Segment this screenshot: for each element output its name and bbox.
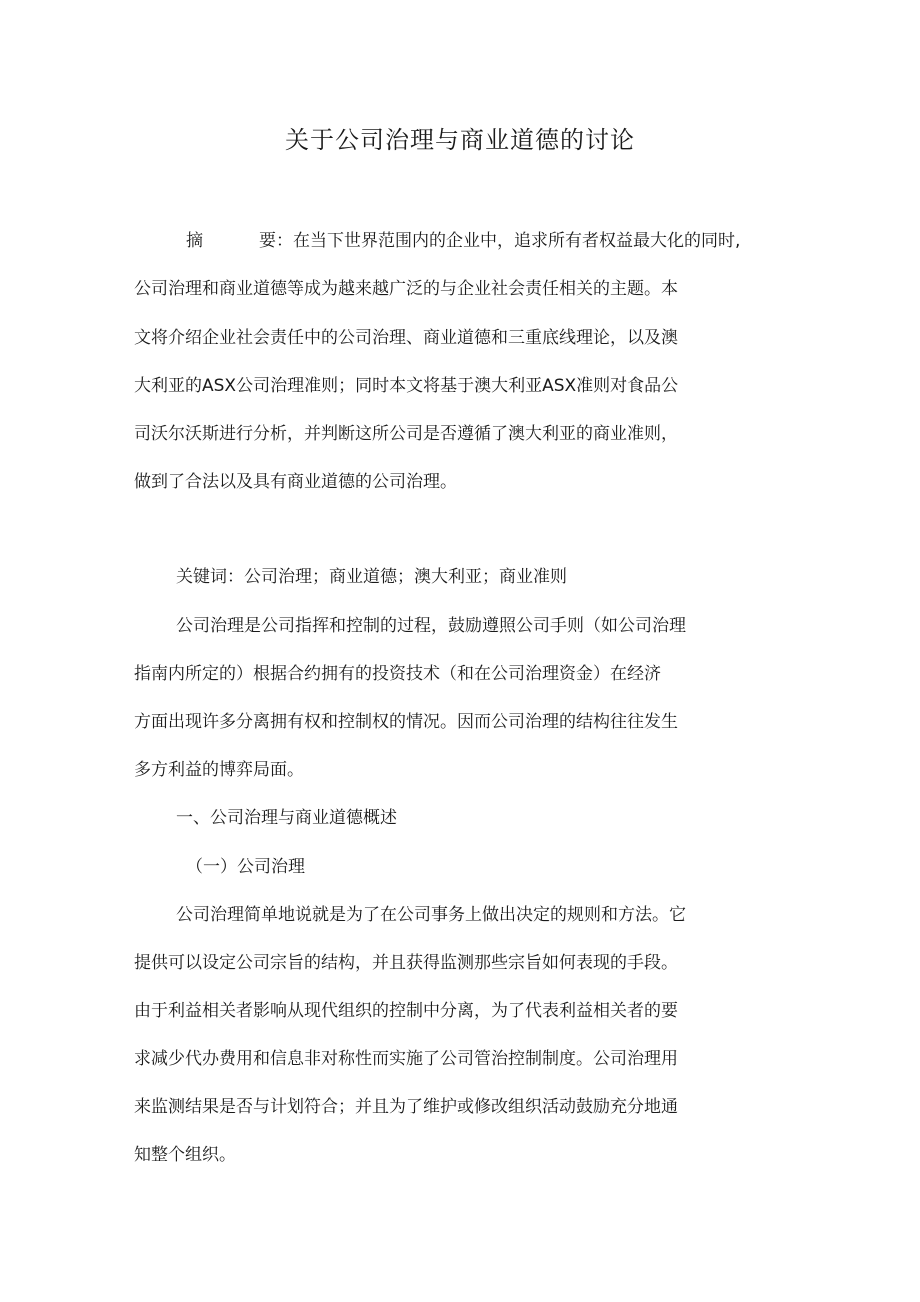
body-line: 求减少代办费用和信息非对称性而实施了公司管治控制制度。公司治理用	[134, 1049, 678, 1069]
abstract-line: 司沃尔沃斯进行分析，并判断这所公司是否遵循了澳大利亚的商业准则，	[134, 424, 678, 444]
body-line: 来监测结果是否与计划符合；并且为了维护或修改组织活动鼓励充分地通	[134, 1097, 678, 1117]
subsection-heading: （一）公司治理	[186, 857, 305, 877]
abstract-first-line	[186, 229, 740, 253]
intro-line: 多方利益的博弈局面。	[134, 760, 304, 780]
body-line: 公司治理简单地说就是为了在公司事务上做出决定的规则和方法。它	[176, 905, 686, 925]
body-line: 知整个组织。	[134, 1145, 236, 1165]
intro-line: 指南内所定的）根据合约拥有的投资技术（和在公司治理资金）在经济	[134, 664, 661, 684]
abstract-line: 文将介绍企业社会责任中的公司治理、商业道德和三重底线理论，以及澳	[134, 328, 678, 348]
body-line: 由于利益相关者影响从现代组织的控制中分离，为了代表利益相关者的要	[134, 1001, 678, 1021]
abstract-label-char-2: 要	[259, 231, 276, 251]
abstract-label-char-1: 摘	[186, 231, 203, 251]
abstract-line: 在当下世界范围内的企业中，追求所有者权益最大化的同时,	[293, 231, 741, 251]
abstract-line: 大利亚的ASX公司治理准则；同时本文将基于澳大利亚ASX准则对食品公	[134, 376, 679, 396]
abstract-line: 公司治理和商业道德等成为越来越广泛的与企业社会责任相关的主题。本	[134, 279, 678, 299]
section-heading: 一、公司治理与商业道德概述	[176, 808, 397, 828]
body-line: 提供可以设定公司宗旨的结构，并且获得监测那些宗旨如何表现的手段。	[134, 953, 678, 973]
intro-line: 公司治理是公司指挥和控制的过程，鼓励遵照公司手则（如公司治理	[176, 616, 686, 636]
abstract-label-separator: ：	[276, 231, 293, 251]
keywords-line: 关键词：公司治理；商业道德；澳大利亚；商业准则	[176, 567, 567, 587]
abstract-label	[186, 229, 293, 253]
intro-line: 方面出现许多分离拥有权和控制权的情况。因而公司治理的结构往往发生	[134, 712, 678, 732]
document-title: 关于公司治理与商业道德的讨论	[285, 126, 635, 154]
abstract-line: 做到了合法以及具有商业道德的公司治理。	[134, 472, 457, 492]
